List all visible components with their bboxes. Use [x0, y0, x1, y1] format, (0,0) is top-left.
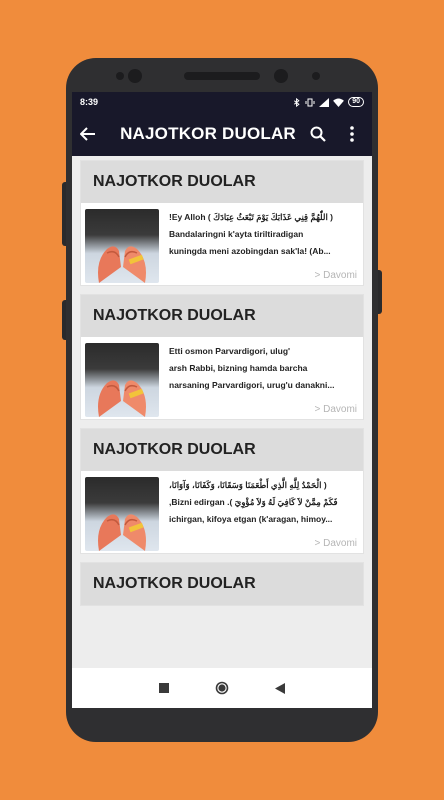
preview-line: ( الْحَمْدُ لِلَّهِ الَّذِي أَطْعَمَنَا وَسَقَانَا، وَكَفَانَا، وَآوَانَا،	[169, 480, 327, 490]
back-button[interactable]	[80, 127, 110, 141]
dua-list	[72, 156, 372, 606]
card-title: NAJOTKOR DUOLAR	[81, 295, 363, 337]
app-bar	[72, 112, 372, 156]
dua-card[interactable]	[80, 294, 364, 420]
card-title: NAJOTKOR DUOLAR	[81, 161, 363, 203]
light-sensor	[312, 72, 320, 80]
preview-line: فَكَمْ مِمَّنْ لاَ كَافِيَ لَهُ وَلاَ مُؤْوِيَ ). Bizni edirgan,	[169, 497, 338, 507]
preview-line: Bandalaringni k'ayta tiriltiradigan	[169, 229, 304, 239]
praying-hands-image	[85, 343, 159, 417]
preview-line: ichirgan, kifoya etgan (k'aragan, himoy...	[169, 514, 333, 524]
more-vert-icon	[350, 126, 354, 142]
preview-line: kuningda meni azobingdan sak'la! (Ab...	[169, 246, 331, 256]
battery-indicator: 90	[348, 97, 364, 107]
dua-card[interactable]	[80, 428, 364, 554]
proximity-sensor	[274, 69, 288, 83]
read-more-link[interactable]: > Davomi	[314, 538, 357, 549]
status-time: 8:39	[80, 97, 99, 107]
praying-hands-image	[85, 209, 159, 283]
preview-line: narsaning Parvardigori, urug'u danakni...	[169, 380, 335, 390]
front-camera	[128, 69, 142, 83]
card-title: NAJOTKOR DUOLAR	[81, 563, 363, 605]
card-title: NAJOTKOR DUOLAR	[81, 429, 363, 471]
signal-icon	[319, 98, 329, 107]
recents-square-icon[interactable]	[159, 683, 169, 693]
home-circle-icon[interactable]	[215, 681, 229, 695]
earpiece-speaker	[184, 72, 260, 80]
preview-line: ( اللّٰهُمَّ قِنِي عَذَابَكَ يَوْمَ تَبْعَثُ عِبَادَكَ ) Ey Alloh!	[169, 212, 333, 222]
bluetooth-icon	[293, 98, 301, 107]
preview-line: Etti osmon Parvardigori, ulug'	[169, 346, 291, 356]
search-button[interactable]	[306, 126, 330, 142]
dua-card[interactable]	[80, 562, 364, 606]
dua-card[interactable]	[80, 160, 364, 286]
back-triangle-icon[interactable]	[275, 683, 285, 694]
overflow-menu-button[interactable]	[340, 126, 364, 142]
praying-hands-image	[85, 477, 159, 551]
phone-screen	[72, 92, 372, 708]
system-nav-bar	[72, 668, 372, 708]
wifi-icon	[333, 98, 344, 107]
vibrate-icon	[305, 98, 315, 107]
sensor-dot	[116, 72, 124, 80]
status-icons	[293, 97, 364, 107]
preview-line: arsh Rabbi, bizning hamda barcha	[169, 363, 308, 373]
read-more-link[interactable]: > Davomi	[314, 270, 357, 281]
status-bar	[72, 92, 372, 112]
back-arrow-icon	[80, 127, 96, 141]
read-more-link[interactable]: > Davomi	[314, 404, 357, 415]
search-icon	[310, 126, 326, 142]
app-title: NAJOTKOR DUOLAR	[120, 124, 296, 143]
